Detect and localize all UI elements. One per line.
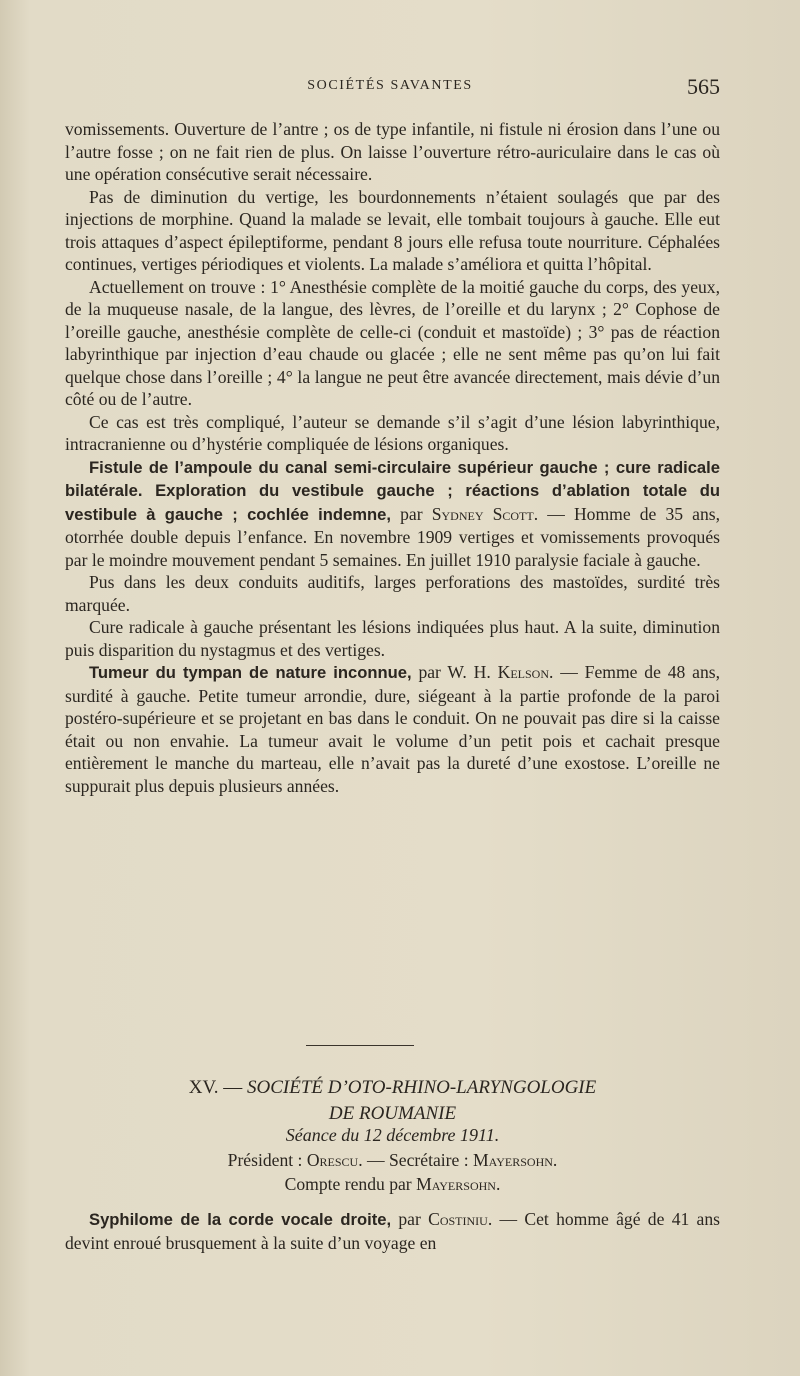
page-number: 565	[687, 74, 720, 99]
president-label: Président :	[227, 1150, 307, 1170]
by-word-last: par	[391, 1209, 429, 1229]
paragraph-1: vomissements. Ouverture de l’antre ; os de type infantile, ni fistule ni érosion dans l’une ou l’autre fosse ; on ne fait rien de plus. On laisse l’ouverture rétro-auriculaire dans le cas où une opération consécutive serait nécessaire.	[65, 119, 720, 184]
officers-line	[65, 1150, 720, 1171]
report-line	[65, 1174, 720, 1195]
paragraph-7: Cure radicale à gauche présentant les lésions indiquées plus haut. A la suite, diminution puis disparition du nystagmus et des vertiges.	[65, 617, 720, 660]
case-text-fistule: . — Homme de 35 ans, otorrhée double depuis l’enfance. En novembre 1909 vertiges et vomissements provoqués par le moindre mouvement pendant 5 semaines. En juillet 1910 paralysie faciale à gauche.	[65, 503, 721, 570]
report-label: Compte rendu par	[284, 1174, 417, 1194]
paragraph-2: Pas de diminution du vertige, les bourdonnements n’étaient soulagés que par des injections de morphine. Quand la malade se levait, elle tombait toujours à gauche. Elle eut trois attaques d’aspect épileptiforme, pendant 8 jours elle refusa toute nourriture. Céphalées continues, vertiges périodiques et violents. La malade s’améliora et quitta l’hôpital.	[65, 186, 720, 274]
section-number: XV. —	[188, 1077, 247, 1098]
case-title-fistule: Fistule de l’ampoule du canal semi-circulaire supérieur gauche ; cure radicale bilatérale. Exploration du vestibule gauche ; réactions d’ablation totale du vestibule à gauche ; cochlée indemne,	[65, 457, 720, 524]
author-kelson: Kelson	[497, 662, 549, 682]
case-title-syphilome: Syphilome de la corde vocale droite,	[89, 1210, 392, 1229]
paragraph-6: Pus dans les deux conduits auditifs, larges perforations des mastoïdes, surdité très marquée.	[65, 572, 720, 615]
officers-end: .	[552, 1150, 558, 1170]
paragraph-9	[65, 1208, 720, 1254]
paragraph-8	[65, 661, 720, 797]
author-scott: Sydney Scott	[431, 503, 534, 524]
report-end: .	[495, 1174, 501, 1194]
case-title-tumeur: Tumeur du tympan de nature inconnue,	[89, 663, 412, 682]
last-article	[65, 1208, 720, 1254]
paragraph-5	[65, 456, 720, 572]
society-heading	[65, 1075, 720, 1127]
society-name-2: DE ROUMANIE	[328, 1103, 457, 1124]
paragraph-3: Actuellement on trouve : 1° Anesthésie complète de la moitié gauche du corps, des yeux, de la muqueuse nasale, de la langue, des lèvres, de l’oreille et du larynx ; 2° Cophose de l’oreille gauche, anesthésie complète de celle-ci (conduit et mastoïde) ; 3° pas de réaction labyrinthique par injection d’eau chaude ou glacée ; elle ne sent même pas qu’on lui fait quelque chose dans l’oreille ; 4° la langue ne peut être avancée directement, mais dévie d’un côté ou de l’autre.	[65, 276, 720, 409]
page-header	[60, 76, 720, 100]
article-body	[65, 118, 720, 797]
report-author: Mayersohn	[416, 1174, 496, 1194]
by-word: par	[391, 503, 432, 524]
secretary-label: . — Secrétaire :	[358, 1150, 474, 1170]
author-costiniu: Costiniu	[428, 1209, 488, 1229]
paragraph-4: Ce cas est très compliqué, l’auteur se demande s’il s’agit d’une lésion labyrinthique, intracranienne ou d’hystérie compliquée de lésions organiques.	[65, 411, 720, 454]
by-author-initials: par W. H.	[411, 662, 498, 682]
society-line-1	[65, 1075, 720, 1101]
session-date: Séance du 12 décembre 1911.	[285, 1125, 500, 1145]
running-title: SOCIÉTÉS SAVANTES	[307, 78, 473, 93]
society-name-1: SOCIÉTÉ D’OTO-RHINO-LARYNGOLOGIE	[247, 1077, 597, 1098]
case-text-tumeur: . — Femme de 48 ans, surdité à gauche. Petite tumeur arrondie, dure, siégeant à la partie profonde de la paroi postéro-supérieure et se projetant en bas dans le conduit. On ne pouvait pas dire si la caisse était ou non envahie. La tumeur avait le volume d’un petit pois et cachait presque entièrement le manche du marteau, elle n’avait pas la dureté d’une exostose. L’oreille ne suppurait plus depuis plusieurs années.	[65, 662, 721, 796]
secretary-name: Mayersohn	[473, 1150, 553, 1170]
case-text-syphilome: . — Cet homme âgé de 41 ans devint enroué brusquement à la suite d’un voyage en	[65, 1209, 721, 1253]
president-name: Orescu	[306, 1150, 359, 1170]
section-divider	[306, 1045, 414, 1046]
